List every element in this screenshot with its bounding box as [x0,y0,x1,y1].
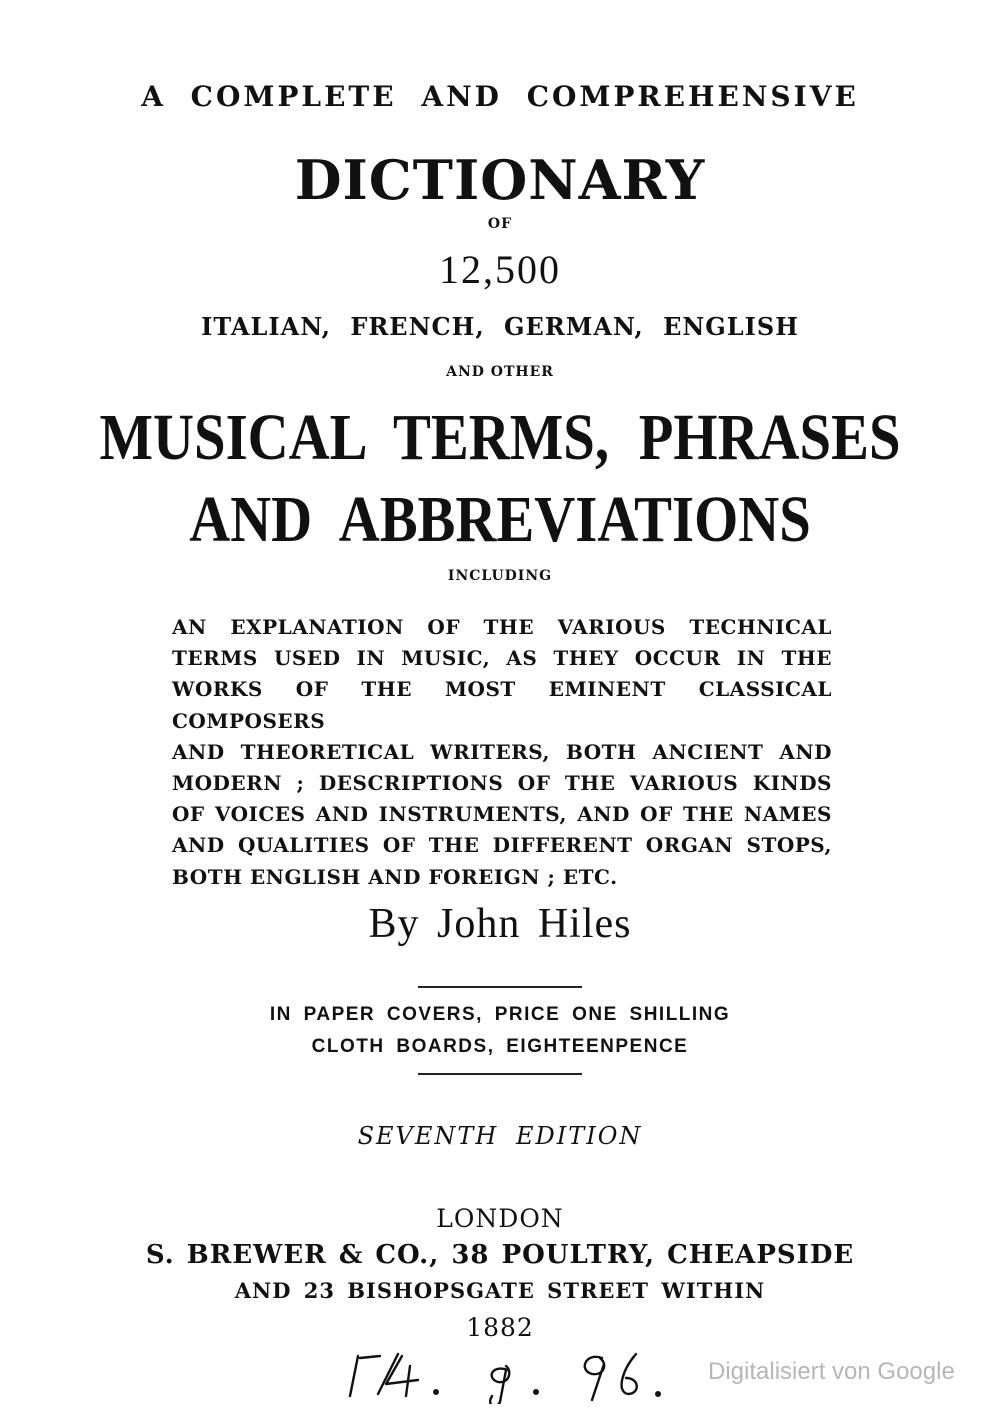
page-title: DICTIONARY [294,148,706,212]
languages-line: ITALIAN, FRENCH, GERMAN, ENGLISH [201,312,799,341]
of-connector: OF [487,216,513,232]
description-line: WORKS OF THE MOST EMINENT CLASSICAL COMPOSERS [172,677,832,733]
author: By John Hiles [368,901,632,947]
main-title-line-1: MUSICAL TERMS, PHRASES [99,401,901,474]
description-line: TERMS USED IN MUSIC, AS THEY OCCUR IN THE [172,646,832,671]
divider-top [418,986,582,988]
imprint-city: LONDON [436,1204,564,1233]
imprint-publisher: S. BREWER & CO., 38 POULTRY, CHEAPSIDE [145,1240,855,1270]
description-block [172,612,832,893]
heading-top: A COMPLETE AND COMPREHENSIVE [141,80,859,113]
edition: SEVENTH EDITION [357,1122,643,1150]
imprint-address: AND 23 BISHOPSGATE STREET WITHIN [234,1278,766,1303]
description-line: BOTH ENGLISH AND FOREIGN ; ETC. [172,864,618,889]
divider-bottom [418,1073,582,1075]
description-line: AND THEORETICAL WRITERS, BOTH ANCIENT AND [172,739,832,764]
handwritten-shelfmark [340,1344,680,1404]
description-line: MODERN ; DESCRIPTIONS OF THE VARIOUS KINDS [172,771,832,796]
description-line: AND QUALITIES OF THE DIFFERENT ORGAN STOPS, [172,833,832,858]
imprint-year: 1882 [466,1313,534,1342]
price-paper: IN PAPER COVERS, PRICE ONE SHILLING [269,1004,731,1025]
description-line: OF VOICES AND INSTRUMENTS, AND OF THE NAMES [172,802,832,827]
watermark: Digitalisiert von Google [708,1358,955,1385]
including-connector: INCLUDING [447,568,553,584]
main-title-line-2: AND ABBREVIATIONS [189,483,811,556]
description-line: AN EXPLANATION OF THE VARIOUS TECHNICAL [172,615,832,639]
price-cloth: CLOTH BOARDS, EIGHTEENPENCE [311,1036,689,1057]
and-other-connector: AND OTHER [446,364,554,380]
term-count: 12,500 [439,247,561,292]
